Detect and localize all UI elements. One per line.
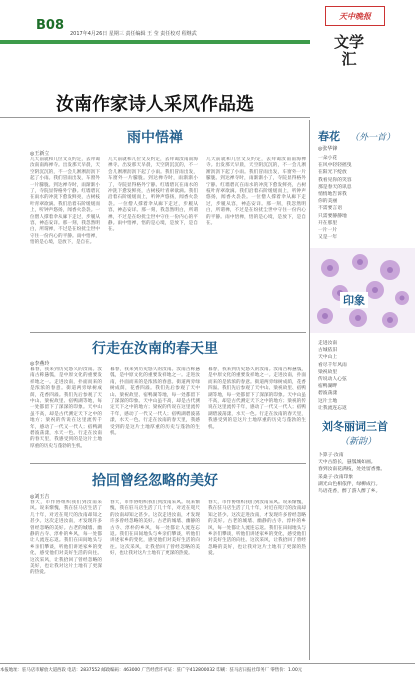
poem-line: 又是一年 <box>318 235 338 241</box>
poem-title: 春花 <box>318 130 340 143</box>
poem-lines <box>318 452 410 495</box>
poem-line: 湖光山色相依伴，绿柳成行。 <box>318 481 381 487</box>
poem-line: 天中山上 <box>318 355 338 361</box>
page-number: B08 <box>36 18 64 33</box>
article-body: 几天前就和几位文友约定，去拜谒汝南南海禅寺。出发那天早晨，天空阴沉沉的，不一会儿淅淅沥沥下起了小雨。我们冒雨出发，车窗外一片朦胧。到达禅寺时，雨渐渐小了，寺院显得格外宁静。红墙碧瓦在雨水的冲洗下愈发鲜亮，古树枝叶青翠欲滴。我们沿着石阶缓缓而上，听钟声悠扬，闻香火袅袅。一位僧人撑着伞从廊下走过，步履从容，神态安详。那一刻，我忽然明白，所谓禅，不过是在纷扰尘世中守住一份内心的平静。雨中悟禅，悟的是心境，是放下，是自在。 <box>30 157 100 246</box>
poem-line: 在阳光下绽放 <box>318 170 347 176</box>
poem-line: 让我流连忘返 <box>318 405 347 411</box>
poem-line: 开在那里 <box>318 220 338 226</box>
poem-line: 不需要言语 <box>318 206 342 212</box>
article-body: 几天前就和几位文友约定，去拜谒汝南南海禅寺。出发那天早晨，天空阴沉沉的，不一会儿淅淅沥沥下起了小雨。我们冒雨出发，车窗外一片朦胧。到达禅寺时，雨渐渐小了，寺院显得格外宁静。红墙碧瓦在雨水的冲洗下愈发鲜亮，古树枝叶青翠欲滴。我们沿着石阶缓缓而上，听钟声悠扬，闻香火袅袅。一位僧人撑着伞从廊下走过，步履从容，神态安详。那一刻，我忽然明白，所谓禅，不过是在纷扰尘世中守住一份内心的平静。雨中悟禅，悟的是心境，是放下，是自在。 <box>206 157 306 227</box>
poem-subtitle: （新韵） <box>340 437 377 447</box>
divider <box>30 332 306 333</box>
poem-line: 传说动人心弦 <box>318 377 347 383</box>
masthead <box>0 0 415 72</box>
poem-title: 印象 <box>340 292 368 308</box>
article-body: 春天，市作协组织我们到汝南采风。说来惭愧，我在驻马店生活了几十年，对近在咫尺的汝南却知之甚少。这次走进汝南，才发现许多曾经忽略的美好。古老的城墙、幽静的古寺、淳朴的乡风，每一处都让人流连忘返。我们在田间地头与乡亲们攀谈，听他们讲述家乡的变化，感受他们对美好生活的向往。这次采风，让我拾回了曾经忽略的美好，也让我对这片土地有了更深的热爱。 <box>208 500 306 557</box>
poem-line: 一片一片 <box>318 228 338 234</box>
poem-line: 我看见你的笑容 <box>318 177 352 183</box>
poem-line: 这片土地 <box>318 398 338 404</box>
poem-line: 春到汝南花满枝，处处留香雅。 <box>318 467 386 473</box>
poem-line: 看尽千年风雨 <box>318 362 347 368</box>
poem-line: 天中古韵长，悬瓠城如画。 <box>318 460 376 466</box>
article-title: 雨中悟禅 <box>127 130 183 146</box>
article-author: ◎刘玉吉 <box>30 494 50 500</box>
section-title: 文学汇 <box>333 33 364 68</box>
article-body: 暮春，我来到历史悠久的汝南。汝南古称悬瓠，是中原文化的重要发祥地之一。走进汝南，扑面而来的是浓浓的春意。街道两旁绿树成荫，花香四溢。我们先后参观了天中山、梁祝故里、宿鸭湖等地，每一处都留下了深深的印象。天中山虽不高，却是古代测定天下之中的地方；梁祝的传说在这里流传千年，感动了一代又一代人；宿鸭湖碧波荡漾，水天一色。行走在汝南的春天里，我感受到的是这片土地厚重的历史与蓬勃的生机。 <box>208 367 306 430</box>
poem-line: 宿鸭湖畔 <box>318 384 338 390</box>
newspaper-logo: 天中晚报 <box>325 6 385 26</box>
poem-line: 悄悄地告诉我 <box>318 192 347 198</box>
poem-subtitle: （外一首） <box>350 133 396 143</box>
poem-line: 一朵小花 <box>318 156 338 161</box>
poem-line: 碧波荡漾 <box>318 391 338 397</box>
article-author: ◎李燕玲 <box>30 361 50 367</box>
article-body: 春天，市作协组织我们到汝南采风。说来惭愧，我在驻马店生活了几十年，对近在咫尺的汝南却知之甚少。这次走进汝南，才发现许多曾经忽略的美好。古老的城墙、幽静的古寺、淳朴的乡风，每一处都让人流连忘返。我们在田间地头与乡亲们攀谈，听他们讲述家乡的变化，感受他们对美好生活的向往。这次采风，让我拾回了曾经忽略的美好，也让我对这片土地有了更深的热爱。 <box>30 500 102 576</box>
article-author: ◎王新立 <box>30 151 50 157</box>
header-info: 2017年4月26日 星期三 责任编辑 王 莹 责任校对 程继武 <box>70 31 197 37</box>
poem-line: 走进汝南 <box>318 341 338 346</box>
poem-line: 梁祝故里 <box>318 369 338 375</box>
page-title: 汝南作家诗人采风作品选 <box>56 94 254 115</box>
poem-title: 刘冬丽词三首 <box>322 420 388 433</box>
flower-illustration <box>310 248 415 333</box>
divider <box>0 117 310 118</box>
header-rule <box>0 40 310 44</box>
article-title: 行走在汝南的春天里 <box>92 341 218 357</box>
poem-line: 那是春天的讯息 <box>318 184 352 190</box>
article-title: 拾回曾经忽略的美好 <box>92 473 218 489</box>
poem-lines <box>318 155 408 241</box>
divider <box>30 463 306 464</box>
poem-line: 采桑子·汝南印象 <box>318 474 354 480</box>
article-body: 暮春，我来到历史悠久的汝南。汝南古称悬瓠，是中原文化的重要发祥地之一。走进汝南，扑面而来的是浓浓的春意。街道两旁绿树成荫，花香四溢。我们先后参观了天中山、梁祝故里、宿鸭湖等地，每一处都留下了深深的印象。天中山虽不高，却是古代测定天下之中的地方；梁祝的传说在这里流传千年，感动了一代又一代人；宿鸭湖碧波荡漾，水天一色。行走在汝南的春天里，我感受到的是这片土地厚重的历史与蓬勃的生机。 <box>110 367 200 437</box>
poem-line: 在风中轻轻摇曳 <box>318 163 352 169</box>
poem-line: 只需要静静地 <box>318 213 347 219</box>
poem-author: ◎张华锋 <box>318 146 338 152</box>
column-divider <box>309 120 310 660</box>
article-body: 暮春，我来到历史悠久的汝南。汝南古称悬瓠，是中原文化的重要发祥地之一。走进汝南，扑面而来的是浓浓的春意。街道两旁绿树成荫，花香四溢。我们先后参观了天中山、梁祝故里、宿鸭湖等地，每一处都留下了深深的印象。天中山虽不高，却是古代测定天下之中的地方；梁祝的传说在这里流传千年，感动了一代又一代人；宿鸭湖碧波荡漾，水天一色。行走在汝南的春天里，我感受到的是这片土地厚重的历史与蓬勃的生机。 <box>30 367 102 449</box>
poem-line: 你的美丽 <box>318 199 338 205</box>
poem-lines <box>318 340 408 412</box>
poem-line: 古城依旧 <box>318 348 338 354</box>
article-body: 几天前就和几位文友约定，去拜谒汝南南海禅寺。出发那天早晨，天空阴沉沉的，不一会儿淅淅沥沥下起了小雨。我们冒雨出发，车窗外一片朦胧。到达禅寺时，雨渐渐小了，寺院显得格外宁静。红墙碧瓦在雨水的冲洗下愈发鲜亮，古树枝叶青翠欲滴。我们沿着石阶缓缓而上，听钟声悠扬，闻香火袅袅。一位僧人撑着伞从廊下走过，步履从容，神态安详。那一刻，我忽然明白，所谓禅，不过是在纷扰尘世中守住一份内心的平静。雨中悟禅，悟的是心境，是放下，是自在。 <box>108 157 198 233</box>
article-body: 春天，市作协组织我们到汝南采风。说来惭愧，我在驻马店生活了几十年，对近在咫尺的汝南却知之甚少。这次走进汝南，才发现许多曾经忽略的美好。古老的城墙、幽静的古寺、淳朴的乡风，每一处都让人流连忘返。我们在田间地头与乡亲们攀谈，听他们讲述家乡的变化，感受他们对美好生活的向往。这次采风，让我拾回了曾经忽略的美好，也让我对这片土地有了更深的热爱。 <box>110 500 200 557</box>
footer-info: 本报地址：驻马店市解放大道西段 电话：2837552 邮政编码：463000 广告经营许可证：驻广字412800032 印刷：驻马店日报社印务厂 零售价：1.00元 <box>0 663 415 678</box>
poem-line: 卜算子·汝南 <box>318 453 344 458</box>
poem-line: 鸟语花香，醉了游人醉了乡。 <box>318 489 381 495</box>
